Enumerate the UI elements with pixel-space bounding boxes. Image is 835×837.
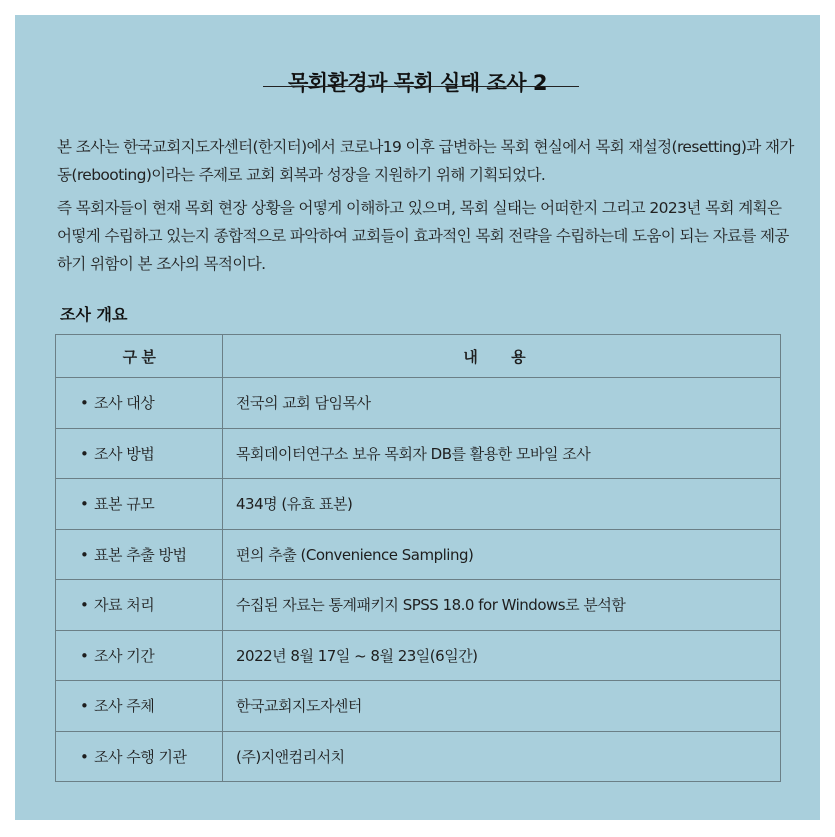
row-category-cell — [56, 529, 223, 580]
row-value: 목회데이터연구소 보유 목회자 DB를 활용한 모바일 조사 — [223, 428, 781, 479]
bullet-icon: • — [80, 495, 89, 514]
overview-table-wrap — [55, 334, 781, 782]
row-value: 한국교회지도자센터 — [223, 681, 781, 732]
row-category-cell — [56, 378, 223, 429]
intro-paragraph-1: 본 조사는 한국교회지도자센터(한지터)에서 코로나19 이후 급변하는 목회 현실에서 목회 재설정(resetting)과 재가동(rebooting)이라는 주제로 교회 회복과 성장을 지원하기 위해 기획되었다. — [57, 138, 794, 184]
row-value: 편의 추출 (Convenience Sampling) — [223, 529, 781, 580]
bullet-icon: • — [80, 697, 89, 716]
bullet-icon: • — [80, 646, 89, 665]
row-category-label: 조사 방법 — [94, 444, 155, 463]
row-category-label: 자료 처리 — [94, 596, 155, 615]
content-panel — [15, 15, 820, 820]
table-row — [56, 378, 781, 429]
table-row — [56, 580, 781, 631]
row-category-label: 표본 규모 — [94, 495, 155, 514]
intro-paragraph-2: 즉 목회자들이 현재 목회 현장 상황을 어떻게 이해하고 있으며, 목회 실태는 어떠한지 그리고 2023년 목회 계획은 어떻게 수립하고 있는지 종합적으로 파악하여 교회들이 효과적인 목회 전략을 수립하는데 도움이 되는 자료를 제공하기 위함이 본 조사의 목적이다. — [57, 199, 789, 273]
bullet-icon: • — [80, 394, 89, 413]
intro-text — [57, 133, 797, 283]
table-row — [56, 529, 781, 580]
row-value: (주)지앤컴리서치 — [223, 731, 781, 782]
bullet-icon: • — [80, 596, 89, 615]
title-underline — [263, 86, 579, 87]
table-row — [56, 479, 781, 530]
bullet-icon: • — [80, 747, 89, 766]
row-category-cell — [56, 681, 223, 732]
row-category-cell — [56, 479, 223, 530]
table-row — [56, 681, 781, 732]
table-row — [56, 428, 781, 479]
page-title: 목회환경과 목회 실태 조사 2 — [287, 71, 547, 95]
row-value: 2022년 8월 17일 ~ 8월 23일(6일간) — [223, 630, 781, 681]
row-value: 수집된 자료는 통계패키지 SPSS 18.0 for Windows로 분석함 — [223, 580, 781, 631]
header-category: 구 분 — [56, 335, 223, 378]
header-content: 내 용 — [223, 335, 781, 378]
table-row — [56, 731, 781, 782]
bullet-icon: • — [80, 545, 89, 564]
table-row — [56, 630, 781, 681]
table-header-row — [56, 335, 781, 378]
overview-table — [55, 334, 781, 782]
bullet-icon: • — [80, 444, 89, 463]
row-category-cell — [56, 731, 223, 782]
row-category-label: 조사 주체 — [94, 697, 155, 716]
row-category-cell — [56, 580, 223, 631]
row-category-label: 조사 수행 기관 — [94, 747, 187, 766]
row-value: 434명 (유효 표본) — [223, 479, 781, 530]
row-category-label: 조사 기간 — [94, 646, 155, 665]
row-category-label: 조사 대상 — [94, 394, 155, 413]
row-category-label: 표본 추출 방법 — [94, 545, 187, 564]
overview-heading: 조사 개요 — [60, 305, 128, 324]
row-value: 전국의 교회 담임목사 — [223, 378, 781, 429]
row-category-cell — [56, 630, 223, 681]
row-category-cell — [56, 428, 223, 479]
